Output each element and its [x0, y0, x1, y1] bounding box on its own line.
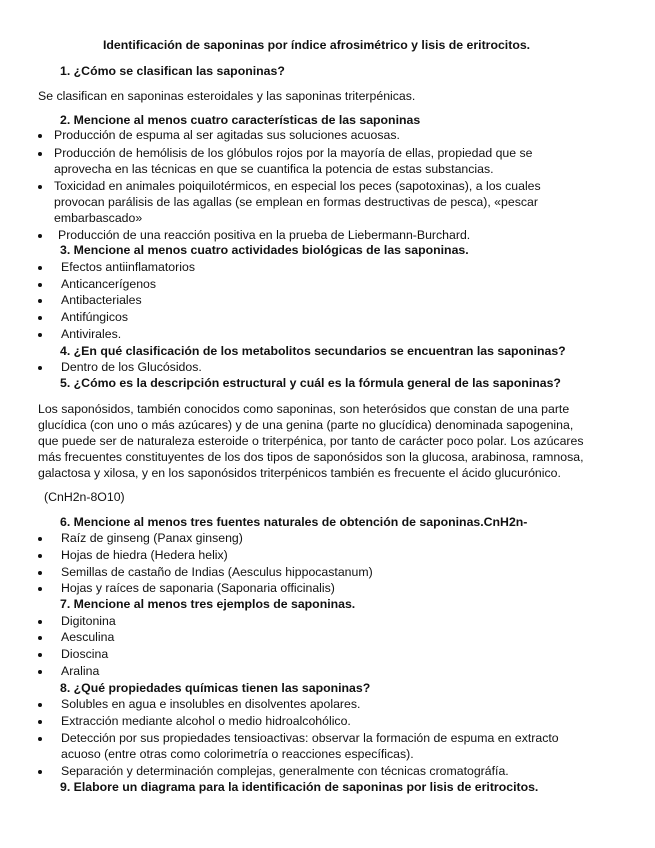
list-item: Dioscina [61, 647, 109, 661]
document-title: Identificación de saponinas por índice afrosimétrico y lisis de eritrocitos. [103, 38, 531, 52]
bullet-icon [38, 703, 42, 707]
bullet-icon [38, 670, 42, 674]
list-item: Antifúngicos [61, 310, 128, 324]
bullet-icon [38, 636, 42, 640]
general-formula: (CnH2n-8O10) [44, 490, 125, 504]
list-item: Producción de espuma al ser agitadas sus soluciones acuosas. [54, 128, 400, 142]
bullet-icon [38, 283, 42, 287]
list-item: Efectos antiinflamatorios [61, 260, 195, 274]
question-1-answer: Se clasifican en saponinas esteroidales y las saponinas triterpénicas. [38, 89, 416, 103]
question-8-heading: 8. ¿Qué propiedades químicas tienen las saponinas? [60, 681, 371, 695]
paragraph-line: Los saponósidos, también conocidos como saponinas, son heterósidos que constan de una parte [38, 402, 570, 416]
bullet-icon [38, 152, 42, 156]
list-item: Aralina [61, 664, 100, 678]
question-2-heading: 2. Mencione al menos cuatro características de las saponinas [60, 113, 421, 127]
paragraph-line: galactosa y xilosa, y en los saponósidos triterpénicos también es frecuente el ácido glucurónico. [38, 466, 561, 480]
list-item: Anticancerígenos [61, 277, 157, 291]
bullet-icon [38, 266, 42, 270]
bullet-icon [38, 333, 42, 337]
paragraph-line: glucídica (con uno o más azúcares) y de una genina (parte no glucídica) denominada sapogenina, [38, 418, 574, 432]
list-item: Dentro de los Glucósidos. [61, 360, 202, 374]
question-9-heading: 9. Elabore un diagrama para la identificación de saponinas por lisis de eritrocitos. [60, 780, 539, 794]
list-item: Extracción mediante alcohol o medio hidroalcohólico. [61, 714, 351, 728]
bullet-icon [38, 234, 42, 238]
list-item: Antivirales. [61, 327, 122, 341]
bullet-icon [38, 316, 42, 320]
bullet-icon [38, 554, 42, 558]
question-3-heading: 3. Mencione al menos cuatro actividades biológicas de las saponinas. [60, 243, 469, 257]
bullet-icon [38, 720, 42, 724]
list-item: Toxicidad en animales poiquilotérmicos, en especial los peces (sapotoxinas), a los cuales [54, 179, 541, 193]
bullet-icon [38, 620, 42, 624]
list-item: Hojas y raíces de saponaria (Saponaria officinalis) [61, 581, 335, 595]
list-item: Producción de hemólisis de los glóbulos rojos por la mayoría de ellas, propiedad que se [54, 146, 533, 160]
question-1-heading: 1. ¿Cómo se clasifican las saponinas? [60, 64, 285, 78]
list-item: Producción de una reacción positiva en la prueba de Liebermann-Burchard. [58, 228, 471, 242]
list-item: Hojas de hiedra (Hedera helix) [61, 548, 228, 562]
bullet-icon [38, 770, 42, 774]
bullet-icon [38, 571, 42, 575]
question-4-heading: 4. ¿En qué clasificación de los metabolitos secundarios se encuentran las saponinas? [60, 344, 566, 358]
list-item: Semillas de castaño de Indias (Aesculus hippocastanum) [61, 565, 373, 579]
list-item: Solubles en agua e insolubles en disolventes apolares. [61, 697, 361, 711]
bullet-icon [38, 653, 42, 657]
list-item: Detección por sus propiedades tensioactivas: observar la formación de espuma en extracto [61, 731, 559, 745]
list-item: Separación y determinación complejas, generalmente con técnicas cromatográfía. [61, 764, 509, 778]
list-item: Digitonina [61, 614, 116, 628]
list-item-continuation: aprovecha en las técnicas en que se cuantifica la potencia de estas substancias. [54, 162, 494, 176]
list-item: Raíz de ginseng (Panax ginseng) [61, 531, 243, 545]
list-item-continuation: provocan parálisis de las agallas (se emplean en formas destructivas de pesca), «pescar [54, 195, 538, 209]
question-5-heading: 5. ¿Cómo es la descripción estructural y cuál es la fórmula general de las saponinas? [60, 376, 561, 390]
list-item-continuation: acuoso (entre otras como colorimetría o reacciones específicas). [61, 747, 414, 761]
paragraph-line: que puede ser de naturaleza esteroide o triterpénica, por tanto de carácter poco polar. Los azúcares [38, 434, 584, 448]
bullet-icon [38, 185, 42, 189]
bullet-icon [38, 587, 42, 591]
bullet-icon [38, 299, 42, 303]
list-item: Antibacteriales [61, 293, 142, 307]
list-item-continuation: embarbascado» [54, 211, 143, 225]
bullet-icon [38, 134, 42, 138]
question-6-heading: 6. Mencione al menos tres fuentes naturales de obtención de saponinas.CnH2n- [60, 515, 528, 529]
paragraph-line: más frecuentes constituyentes de los dos tipos de saponósidos son la glucosa, arabinosa, ramnosa, [38, 450, 584, 464]
question-7-heading: 7. Mencione al menos tres ejemplos de saponinas. [60, 597, 356, 611]
bullet-icon [38, 366, 42, 370]
bullet-icon [38, 737, 42, 741]
bullet-icon [38, 537, 42, 541]
list-item: Aesculina [61, 630, 115, 644]
